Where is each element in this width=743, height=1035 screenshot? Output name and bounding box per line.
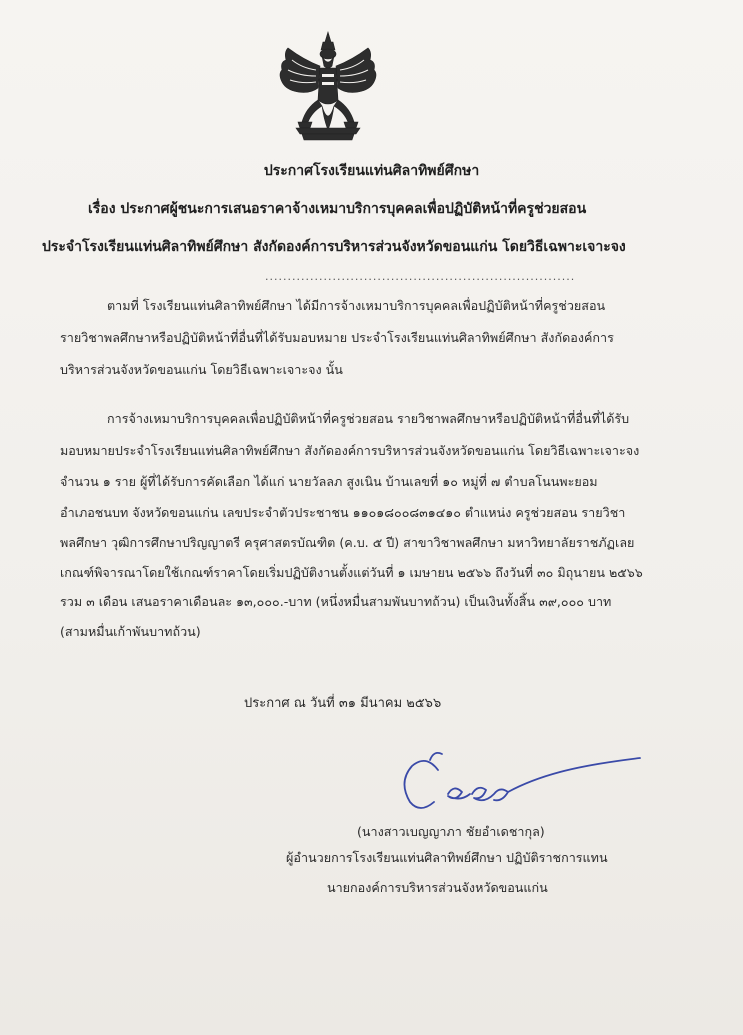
- para1-line: รายวิชาพลศึกษาหรือปฏิบัติหน้าที่อื่นที่ได้รับมอบหมาย ประจำโรงเรียนแท่นศิลาทิพย์ศึกษา สังกัดองค์การ: [60, 330, 614, 345]
- separator: .....................................................................: [265, 270, 576, 283]
- garuda-emblem-icon: [276, 30, 380, 150]
- para2-line: พลศึกษา วุฒิการศึกษาปริญญาตรี ครุศาสตรบัณฑิต (ค.บ. ๕ ปี) สาขาวิชาพลศึกษา มหาวิทยาลัยราชภัฏเลย: [60, 535, 635, 550]
- signer-name: (นางสาวเบญญาภา ชัยอำเดชากุล): [357, 824, 545, 839]
- handwritten-signature: [390, 740, 650, 820]
- signer-position-1: ผู้อำนวยการโรงเรียนแท่นศิลาทิพย์ศึกษา ปฏิบัติราชการแทน: [286, 850, 608, 865]
- para1-line: บริหารส่วนจังหวัดขอนแก่น โดยวิธีเฉพาะเจาะจง นั้น: [60, 362, 343, 377]
- signer-position-2: นายกองค์การบริหารส่วนจังหวัดขอนแก่น: [327, 880, 548, 895]
- para2-line: อำเภอชนบท จังหวัดขอนแก่น เลขประจำตัวประชาชน ๑๑๐๑๘๐๐๘๓๑๔๑๐ ตำแหน่ง ครูช่วยสอน รายวิชา: [60, 505, 626, 520]
- subject-line-1: เรื่อง ประกาศผู้ชนะการเสนอราคาจ้างเหมาบริการบุคคลเพื่อปฏิบัติหน้าที่ครูช่วยสอน: [88, 201, 587, 217]
- para2-line: การจ้างเหมาบริการบุคคลเพื่อปฏิบัติหน้าที่ครูช่วยสอน รายวิชาพลศึกษาหรือปฏิบัติหน้าที่อื่นที่ได้รับ: [107, 411, 630, 426]
- para2-line: เกณฑ์พิจารณาโดยใช้เกณฑ์ราคาโดยเริ่มปฏิบัติงานตั้งแต่วันที่ ๑ เมษายน ๒๕๖๖ ถึงวันที่ ๓๐ มิถุนายน ๒๕๖๖: [60, 565, 643, 580]
- announcement-date: ประกาศ ณ วันที่ ๓๑ มีนาคม ๒๕๖๖: [244, 696, 442, 711]
- para2-line: รวม ๓ เดือน เสนอราคาเดือนละ ๑๓,๐๐๐.-บาท (หนึ่งหมื่นสามพันบาทถ้วน) เป็นเงินทั้งสิ้น ๓๙,๐๐๐ บาท: [60, 594, 612, 609]
- announcement-title: ประกาศโรงเรียนแท่นศิลาทิพย์ศึกษา: [263, 163, 480, 179]
- subject-line-2: ประจำโรงเรียนแท่นศิลาทิพย์ศึกษา สังกัดองค์การบริหารส่วนจังหวัดขอนแก่น โดยวิธีเฉพาะเจาะจง: [42, 239, 626, 255]
- para2-line: มอบหมายประจำโรงเรียนแท่นศิลาทิพย์ศึกษา สังกัดองค์การบริหารส่วนจังหวัดขอนแก่น โดยวิธีเฉพาะเจาะจง: [60, 443, 640, 458]
- para2-line: จำนวน ๑ ราย ผู้ที่ได้รับการคัดเลือก ได้แก่ นายวัลลภ สูงเนิน บ้านเลขที่ ๑๐ หมู่ที่ ๗ ตำบลโนนพะยอม: [60, 474, 598, 489]
- para2-line: (สามหมื่นเก้าพันบาทถ้วน): [60, 624, 201, 639]
- para1-line: ตามที่ โรงเรียนแท่นศิลาทิพย์ศึกษา ได้มีการจ้างเหมาบริการบุคคลเพื่อปฏิบัติหน้าที่ครูช่วยสอน: [107, 298, 606, 313]
